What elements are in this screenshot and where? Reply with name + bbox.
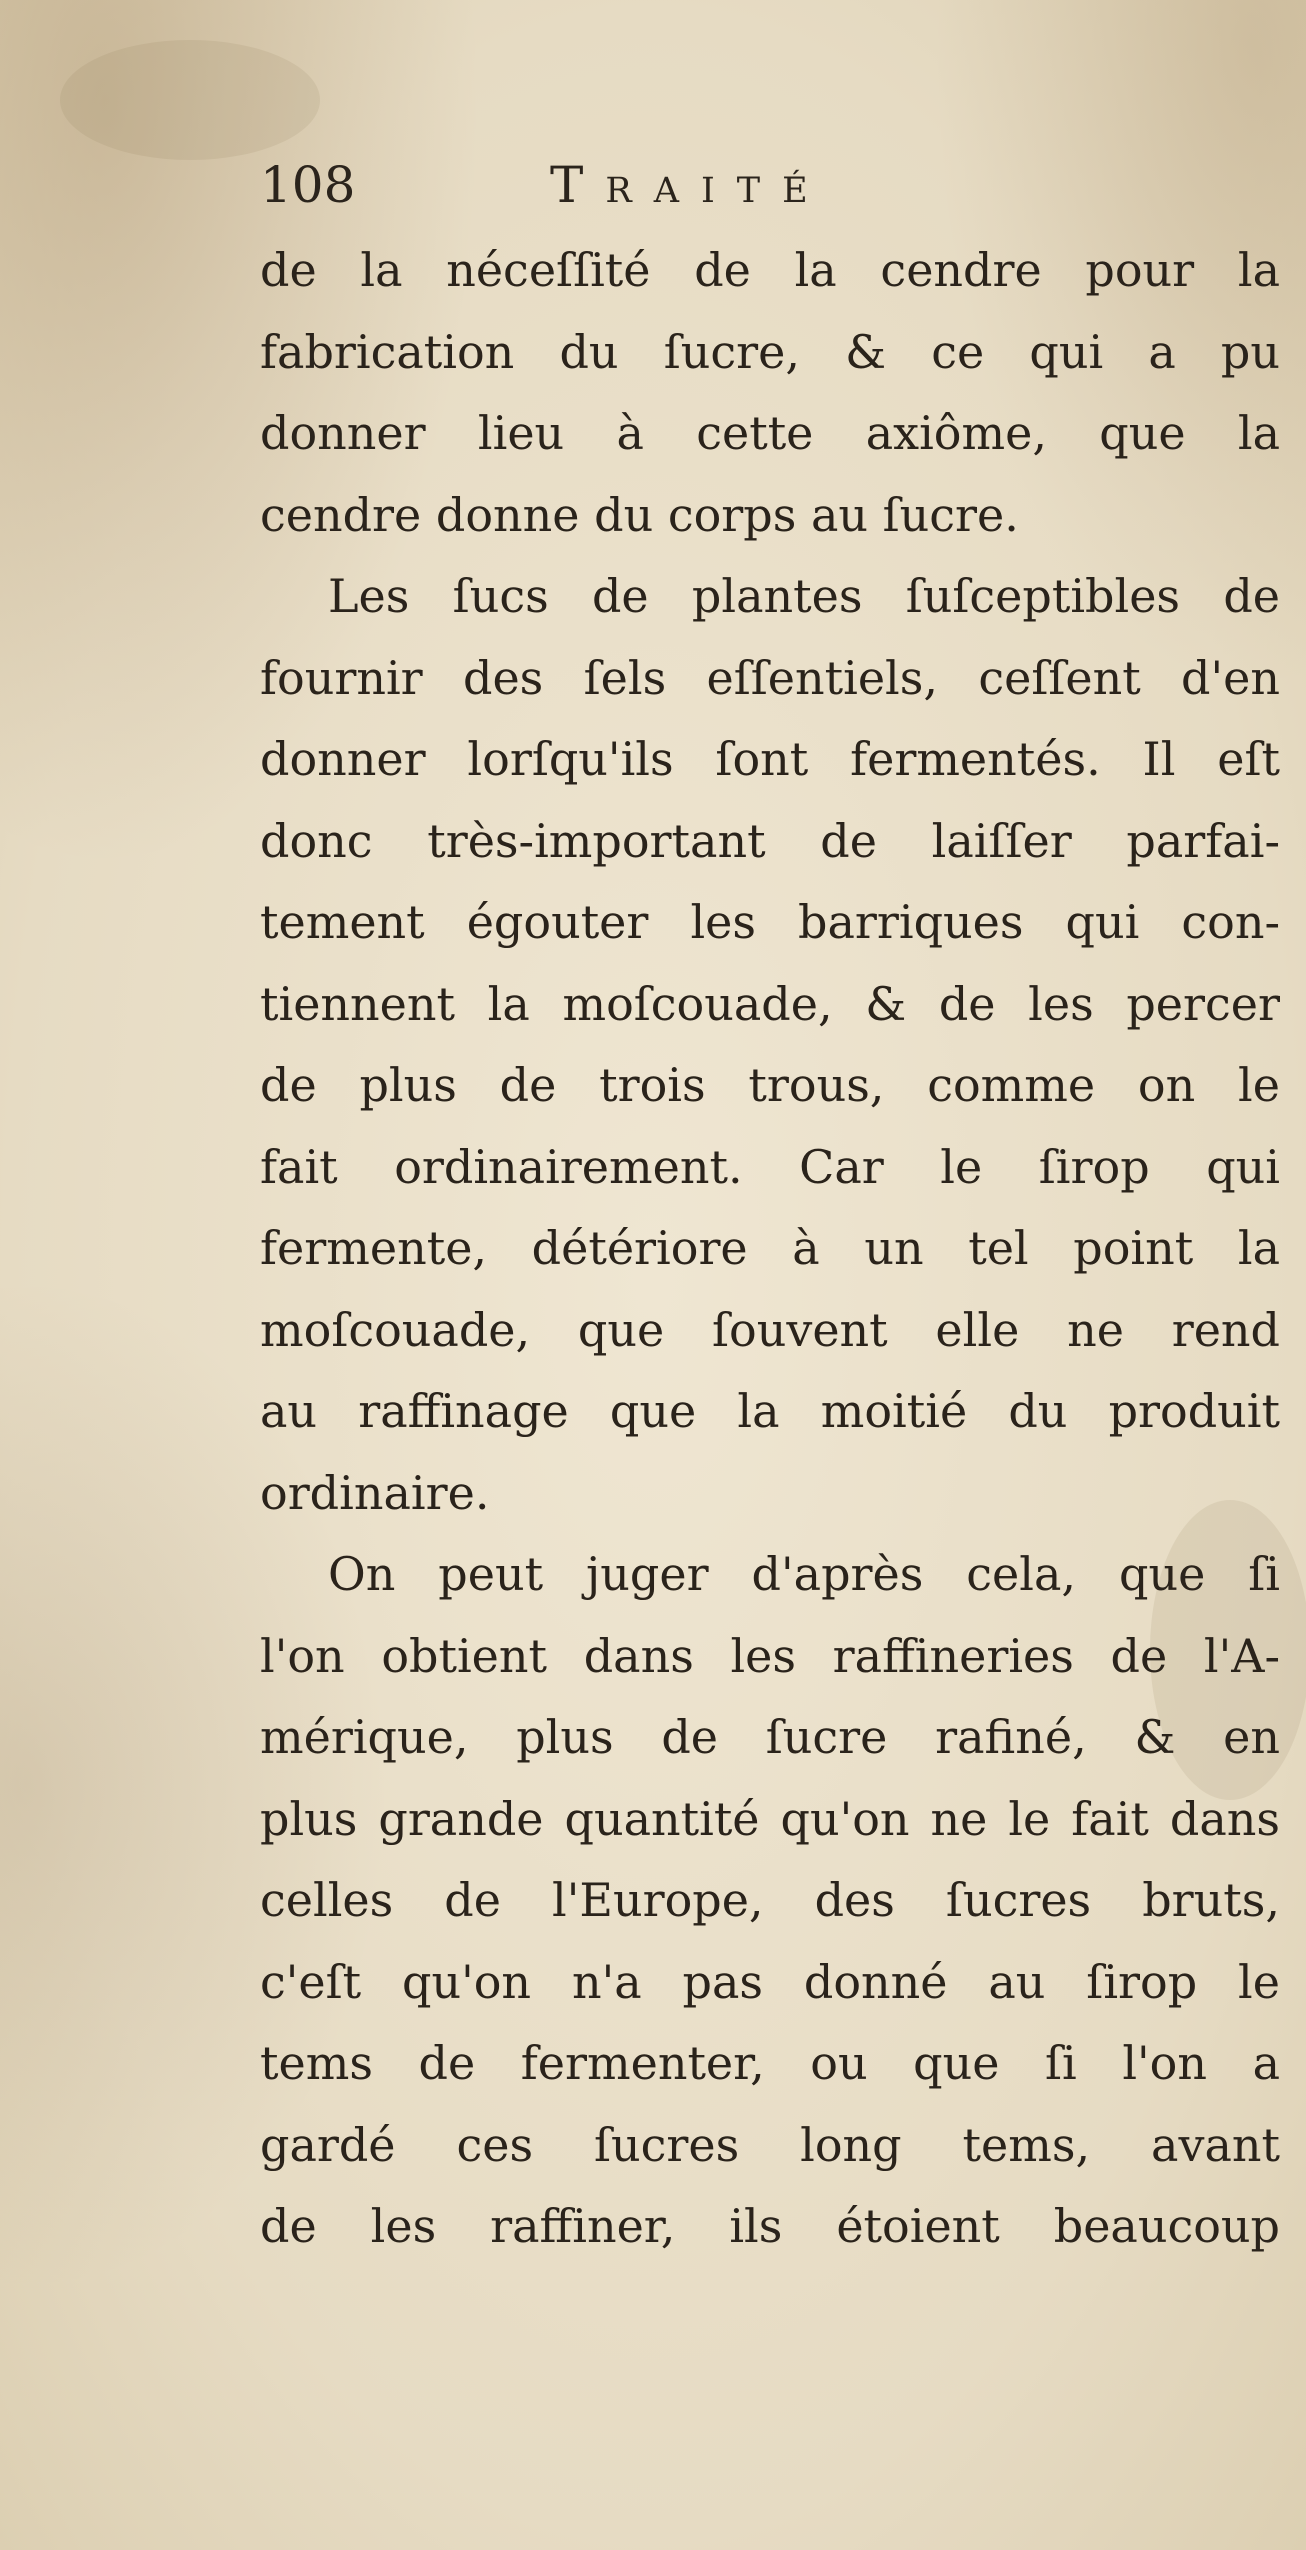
text-line: cendre donne du corps au ſucre. <box>260 487 1019 542</box>
text-line: On peut juger d'après cela, que ſi <box>328 1547 1280 1601</box>
text-line: au raffinage que la moitié du produit <box>260 1384 1280 1438</box>
text-line: donner lieu à cette axiôme, que la <box>260 406 1280 460</box>
text-line: de plus de trois trous, comme on le <box>260 1058 1280 1112</box>
text-line: Les ſucs de plantes ſuſceptibles de <box>328 569 1280 623</box>
text-line: moſcouade, que ſouvent elle ne rend <box>260 1302 1280 1357</box>
text-line: tems de fermenter, ou que ſi l'on a <box>260 2036 1280 2090</box>
text-line: fait ordinairement. Car le ſirop qui <box>260 1139 1280 1194</box>
text-line: mérique, plus de ſucre rafiné, & en <box>260 1710 1280 1764</box>
text-line: de la néceſſité de la cendre pour la <box>260 243 1280 297</box>
text-line: celles de l'Europe, des ſucres bruts, <box>260 1873 1280 1927</box>
text-line: de les raffiner, ils étoient beaucoup <box>260 2199 1280 2253</box>
text-line: gardé ces ſucres long tems, avant <box>260 2117 1280 2172</box>
body-text <box>260 230 1280 2268</box>
text-line: tiennent la moſcouade, & de les percer <box>260 976 1280 1031</box>
text-line: c'eſt qu'on n'a pas donné au ſirop le <box>260 1954 1280 2009</box>
text-line: tement égouter les barriques qui con- <box>260 895 1280 949</box>
text-line: donner lorſqu'ils ſont fermentés. Il eſt <box>260 732 1280 786</box>
paper-stain <box>60 40 320 160</box>
running-title: Traité <box>550 156 830 214</box>
page-header <box>260 150 1060 220</box>
text-line: fabrication du ſucre, & ce qui a pu <box>260 324 1280 379</box>
text-line: fermente, détériore à un tel point la <box>260 1221 1280 1275</box>
page-number: 108 <box>260 156 356 214</box>
text-line: ordinaire. <box>260 1465 490 1520</box>
text-line: l'on obtient dans les raffineries de l'A- <box>260 1628 1280 1683</box>
text-line: plus grande quantité qu'on ne le fait dans <box>260 1791 1280 1846</box>
text-line: donc très-important de laiſſer parfai- <box>260 813 1280 868</box>
text-line: fournir des ſels eſſentiels, ceſſent d'en <box>260 650 1280 705</box>
